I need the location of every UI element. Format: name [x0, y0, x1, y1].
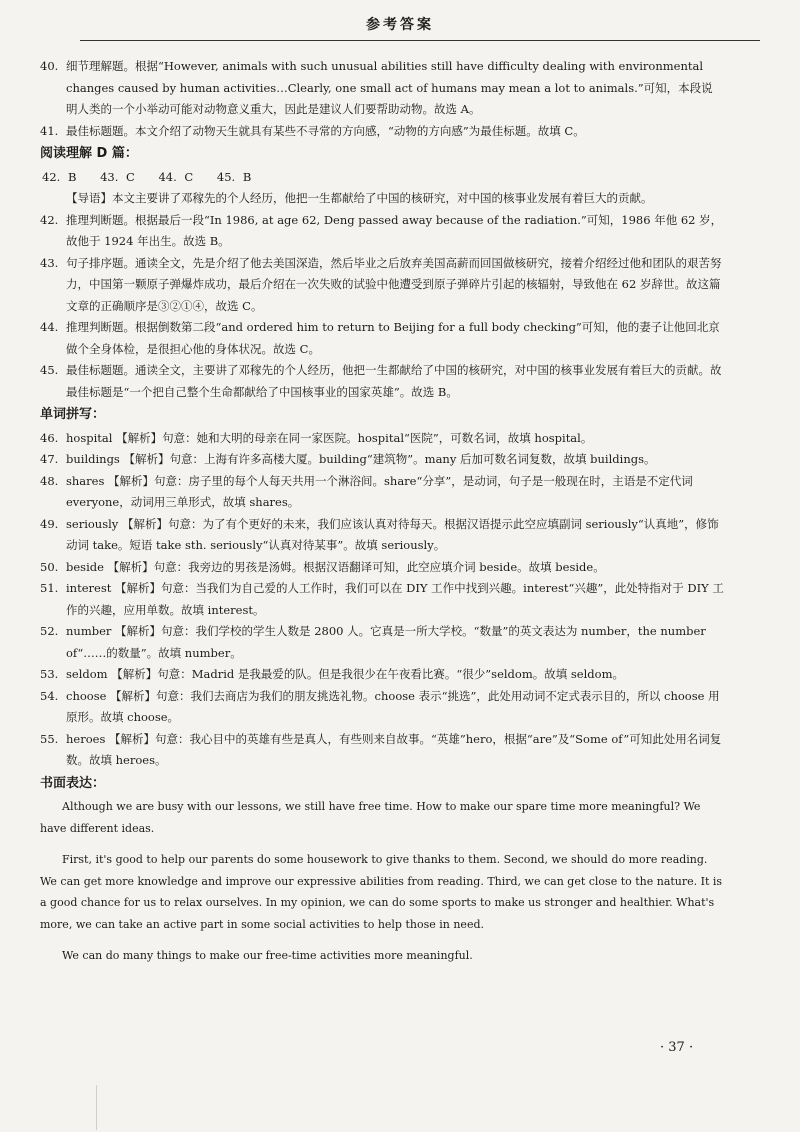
item-number: 54. [40, 688, 59, 703]
essay-paragraph: We can do many things to make our free-time activities more meaningful. [62, 949, 473, 962]
item-text: 最佳标题题。通读全文，主要讲了邓稼先的个人经历，他把一生都献给了中国的核研究，对中国的核事业发展有着巨大的贡献。故最佳标题是“一个把自己整个生命都献给了中国核事业的国家英雄”。故选 B。 [66, 363, 722, 399]
answer-item-49 [40, 514, 724, 557]
item-number: 44. [40, 320, 59, 334]
answer-item-41 [40, 121, 724, 143]
header-divider [80, 40, 760, 41]
item-text: interest 【解析】句意：当我们为自己爱的人工作时，我们可以在 DIY 工作中找到兴趣。interest“兴趣”，此处特指对于 DIY 工作的兴趣，应用单数。故填 interest。 [66, 581, 724, 617]
item-text: 句子排序题。通读全文，先是介绍了他去美国深造，然后毕业之后放弃美国高薪而回国做核研究，接着介绍经过他和团队的艰苦努力，中国第一颗原子弹爆炸成功，最后介绍在一次失败的试验中他遭受到原子弹碎片引起的核辐射，导致他在 62 岁辞世。故这篇文章的正确顺序是③②①④，故选 C。 [66, 255, 722, 313]
item-text: hospital 【解析】句意：她和大明的母亲在同一家医院。hospital“医院”，可数名词，故填 hospital。 [66, 430, 593, 445]
essay-paragraph: Although we are busy with our lessons, we still have free time. How to make our spare time more meaningful? We have different ideas. [40, 800, 701, 835]
item-text: 推理判断题。根据倒数第二段“and ordered him to return to Beijing for a full body checking”可知，他的妻子让他回北京做个全身体检，是很担心他的身体状况。故选 C。 [66, 320, 720, 356]
item-text: shares 【解析】句意：房子里的每个人每天共用一个淋浴间。share“分享”，是动词，句子是一般现在时，主语是不定代词 everyone，动词用三单形式，故填 shares。 [66, 473, 693, 509]
answer-item-42 [40, 210, 724, 253]
answer-content [40, 56, 724, 967]
model-essay [40, 796, 724, 967]
answer-item-55 [40, 729, 724, 772]
item-number: 51. [40, 581, 59, 595]
answer-item-48 [40, 471, 724, 514]
answer-item-50 [40, 557, 724, 579]
page-header-title: 参考答案 [366, 17, 434, 33]
passage-guide: 【导语】本文主要讲了邓稼先的个人经历，他把一生都献给了中国的核研究，对中国的核事业发展有着巨大的贡献。 [66, 191, 653, 205]
item-text: beside 【解析】句意：我旁边的男孩是汤姆。根据汉语翻译可知，此空应填介词 beside。故填 beside。 [66, 559, 605, 574]
answer-item-54 [40, 686, 724, 729]
answer-item-45 [40, 360, 724, 403]
section-title-writing: 书面表达： [40, 775, 106, 791]
item-number: 45. [40, 363, 59, 377]
item-number: 42. [40, 212, 59, 227]
item-text: heroes 【解析】句意：我心目中的英雄有些是真人，有些则来自故事。“英雄”hero，根据“are”及“Some of”可知此处用名词复数。故填 heroes。 [66, 731, 722, 767]
item-number: 48. [40, 473, 59, 488]
item-number: 55. [40, 731, 59, 746]
binding-margin-line [96, 1085, 97, 1130]
item-number: 40. [40, 59, 59, 73]
item-number: 50. [40, 559, 59, 574]
answer-key: 44. C [158, 169, 194, 184]
answer-item-46 [40, 428, 724, 450]
item-text: 细节理解题。根据“However, animals with such unusual abilities still have difficulty dealing with environmental changes caused by human activities…Clearly, one small act of humans may mean a lot to animals.”可知，本段说明人类的一个小举动可能对动物意义重大，因此是建议人们要帮助动物。故选 A。 [66, 59, 713, 116]
item-text: 推理判断题。根据最后一段“In 1986, at age 62, Deng passed away because of the radiation.”可知，1986 年他 62 岁，故他于 1924 年出生。故选 B。 [66, 212, 723, 248]
answer-item-52 [40, 621, 724, 664]
page-number: · 37 · [660, 1040, 694, 1055]
item-text: choose 【解析】句意：我们去商店为我们的朋友挑选礼物。choose 表示“挑选”，此处用动词不定式表示目的，所以 choose 用原形。故填 choose。 [66, 688, 720, 724]
item-number: 49. [40, 516, 59, 531]
item-text: seriously 【解析】句意：为了有个更好的未来，我们应该认真对待每天。根据汉语提示此空应填副词 seriously“认真地”，修饰动词 take。短语 take sth. seriously“认真对待某事”。故填 seriously。 [66, 516, 719, 552]
item-number: 53. [40, 667, 59, 681]
essay-paragraph: First, it's good to help our parents do some housework to give thanks to them. Second, we should do more reading. We can get more knowledge and improve our expressive abilities from reading. Third, we can get close to the nature. It is a good chance for us to relax ourselves. In my opinion, we can do some sports to make us stronger and healthier. What's more, we can take an active part in some social activities to help those in need. [40, 853, 723, 931]
answer-key-row [40, 167, 724, 189]
item-text: 最佳标题题。本文介绍了动物天生就具有某些不寻常的方向感，“动物的方向感”为最佳标题。故填 C。 [66, 123, 585, 138]
answer-item-51 [40, 578, 724, 621]
answer-item-47 [40, 449, 724, 471]
answer-key: 45. B [216, 169, 252, 184]
item-text: seldom 【解析】句意：Madrid 是我最爱的队。但是我很少在午夜看比赛。“很少”seldom。故填 seldom。 [66, 667, 624, 681]
section-title-spelling: 单词拼写： [40, 407, 106, 422]
answer-key: 42. B [42, 169, 77, 184]
section-title-reading-d: 阅读理解 D 篇： [40, 146, 138, 161]
answer-item-43 [40, 253, 724, 318]
item-number: 52. [40, 624, 59, 638]
answer-item-53 [40, 664, 724, 686]
item-text: number 【解析】句意：我们学校的学生人数是 2800 人。它真是一所大学校。“数量”的英文表达为 number，the number of“……的数量”。故填 number。 [66, 624, 706, 660]
item-number: 41. [40, 123, 59, 138]
item-text: buildings 【解析】句意：上海有许多高楼大厦。building“建筑物”。many 后加可数名词复数，故填 buildings。 [66, 452, 656, 466]
item-number: 43. [40, 255, 59, 270]
page-header [0, 0, 800, 40]
answer-item-40 [40, 56, 724, 121]
answer-item-44 [40, 317, 724, 360]
answer-key: 43. C [100, 169, 135, 184]
item-number: 46. [40, 430, 59, 445]
item-number: 47. [40, 452, 59, 466]
